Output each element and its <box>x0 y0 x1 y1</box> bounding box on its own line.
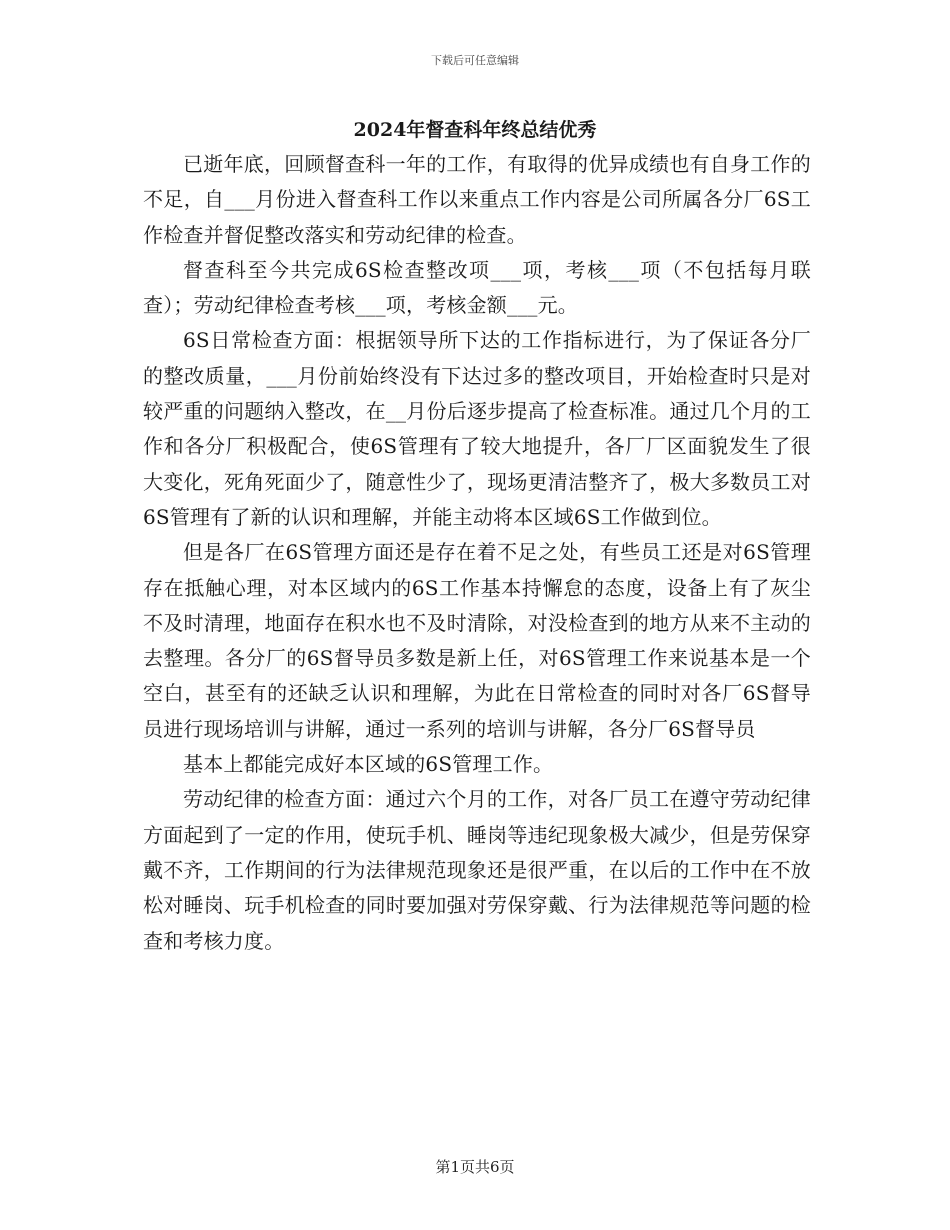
download-note: 下载后可任意编辑 <box>431 54 519 67</box>
paragraph-intro: 已逝年底，回顾督查科一年的工作，有取得的优异成绩也有自身工作的不足，自___月份进入督查科工作以来重点工作内容是公司所属各分厂6S工作检查并督促整改落实和劳动纪律的检查。 <box>143 152 811 247</box>
paragraph-6s-result: 基本上都能完成好本区域的6S管理工作。 <box>183 752 554 777</box>
paragraph-labor-discipline: 劳动纪律的检查方面：通过六个月的工作，对各厂员工在遵守劳动纪律方面起到了一定的作用，使玩手机、睡岗等违纪现象极大减少，但是劳保穿戴不齐，工作期间的行为法律规范现象还是很严重，在以后的工作中在不放松对睡岗、玩手机检查的同时要加强对劳保穿戴、行为法律规范等问题的检查和考核力度。 <box>143 787 811 953</box>
page-number: 第1页共6页 <box>435 1158 515 1176</box>
document-body <box>143 147 811 959</box>
paragraph-6s-shortcomings: 但是各厂在6S管理方面还是存在着不足之处，有些员工还是对6S管理存在抵触心理，对本区域内的6S工作基本持懈怠的态度，设备上有了灰尘不及时清理，地面存在积水也不及时清除，对没检查到的地方从来不主动的去整理。各分厂的6S督导员多数是新上任，对6S管理工作来说基本是一个空白，甚至有的还缺乏认识和理解，为此在日常检查的同时对各厂6S督导员进行现场培训与讲解，通过一系列的培训与讲解，各分厂6S督导员 <box>143 540 811 741</box>
document-title: 2024年督查科年终总结优秀 <box>353 119 597 141</box>
paragraph-6s-daily-inspection: 6S日常检查方面：根据领导所下达的工作指标进行，为了保证各分厂的整改质量，___月份前始终没有下达过多的整改项目，开始检查时只是对较严重的问题纳入整改，在__月份后逐步提高了检查标准。通过几个月的工作和各分厂积极配合，使6S管理有了较大地提升，各厂厂区面貌发生了很大变化，死角死面少了，随意性少了，现场更清洁整齐了，极大多数员工对6S管理有了新的认识和理解，并能主动将本区域6S工作做到位。 <box>143 328 811 529</box>
paragraph-statistics: 督查科至今共完成6S检查整改项___项，考核___项（不包括每月联查）；劳动纪律检查考核___项，考核金额___元。 <box>143 257 811 318</box>
